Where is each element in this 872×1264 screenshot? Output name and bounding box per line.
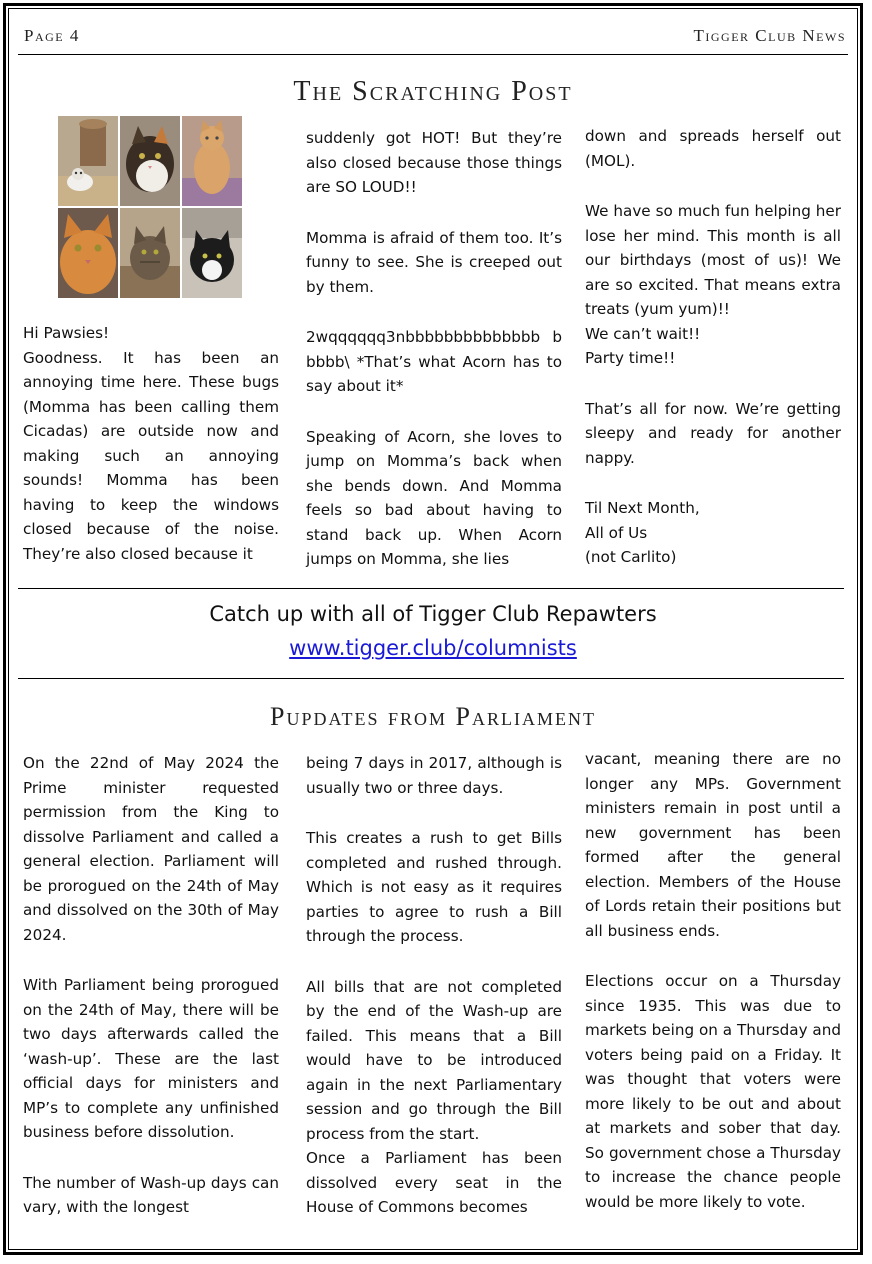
cat-photo-6 <box>182 208 242 298</box>
paragraph: 2wqqqqqq3nbbbbbbbbbbbbbb bbbbb\ *That’s what Acorn has to say about it* <box>306 328 562 395</box>
sign-off: Til Next Month, <box>585 499 700 517</box>
publication-name: Tigger Club News <box>693 26 846 45</box>
pupdates-column-2 <box>306 751 562 1246</box>
paragraph: On the 22nd of May 2024 the Prime minister requested permission from the King to dissolve Parliament and called a general election. Parliament will be prorogued on the 24th of May and dissolved on the 30th of May 2024. <box>23 754 279 944</box>
section-title-pupdates: Pupdates from Parliament <box>270 702 596 731</box>
paragraph: Once a Parliament has been dissolved every seat in the House of Commons becomes <box>306 1149 562 1216</box>
scratching-post-column-2 <box>306 126 562 598</box>
header-divider <box>18 54 848 55</box>
paragraph: All bills that are not completed by the end of the Wash-up are failed. This means that a Bill would have to be introduced again in the next Parliamentary session and go through the Bill process from the start. <box>306 977 562 1143</box>
scratching-post-column-3 <box>585 124 841 570</box>
paragraph: suddenly got HOT! But they’re also closed because those things are SO LOUD!! <box>306 129 562 196</box>
page-number: Page 4 <box>24 26 80 45</box>
paragraph: We can’t wait!! <box>585 324 701 343</box>
paragraph: down and spreads herself out (MOL). <box>585 127 841 170</box>
paragraph: vacant, meaning there are no longer any MPs. Government ministers remain in post until a new government has been formed after the general election. Members of the House of Lords retain their positions but all business ends. <box>585 750 841 940</box>
sign-off: All of Us <box>585 523 648 542</box>
pupdates-column-1 <box>23 751 279 1246</box>
paragraph: Momma is afraid of them too. It’s funny to see. She is creeped out by them. <box>306 228 562 296</box>
paragraph: With Parliament being prorogued on the 24th of May, there will be two days afterwards called the ‘wash-up’. These are the last official days for ministers and MP’s to complete any unfinished business before dissolution. <box>23 976 279 1141</box>
cat-photo-5 <box>120 208 180 298</box>
scratching-post-column-1 <box>23 321 279 592</box>
columnists-link[interactable]: www.tigger.club/columnists <box>289 636 577 660</box>
cat-photo-1 <box>58 116 118 206</box>
paragraph: We have so much fun helping her lose her mind. This month is all our birthdays (most of us)! We are so excited. That means extra treats (yum yum)!! <box>585 202 841 318</box>
newsletter-page <box>3 3 863 1255</box>
cat-photo-4 <box>58 208 118 298</box>
sign-off: (not Carlito) <box>585 548 677 566</box>
repawters-promo-title: Catch up with all of Tigger Club Repawters <box>209 602 657 626</box>
section-title-scratching-post: The Scratching Post <box>293 76 573 107</box>
paragraph: Speaking of Acorn, she loves to jump on Momma’s back when she bends down. And Momma feels so bad about having to stand back up. When Acorn jumps on Momma, she lies <box>306 427 562 568</box>
section-divider <box>18 678 844 679</box>
section-divider <box>18 588 844 589</box>
pupdates-column-3 <box>585 747 841 1240</box>
paragraph: That’s all for now. We’re getting sleepy and ready for another nappy. <box>585 399 841 467</box>
paragraph: This creates a rush to get Bills completed and rushed through. Which is not easy as it requires parties to agree to rush a Bill through the process. <box>306 829 562 945</box>
paragraph: Elections occur on a Thursday since 1935. This was due to markets being on a Thursday and voters being paid on a Friday. It was thought that voters were more likely to be out and about at markets and sober that day. So government chose a Thursday to increase the chance people would be more likely to vote. <box>585 972 841 1211</box>
paragraph: being 7 days in 2017, although is usually two or three days. <box>306 754 562 797</box>
paragraph: Party time!! <box>585 349 676 367</box>
cat-photo-collage <box>58 116 242 302</box>
cat-photo-3 <box>182 116 242 206</box>
paragraph: Goodness. It has been an annoying time here. These bugs (Momma has been calling them Cicadas) are outside now and making such an annoying sounds! Momma has been having to keep the windows closed because of the noise. They’re also closed because it <box>23 348 279 563</box>
greeting: Hi Pawsies! <box>23 324 110 342</box>
paragraph: The number of Wash-up days can vary, with the longest <box>23 1173 279 1216</box>
cat-photo-2 <box>120 116 180 206</box>
